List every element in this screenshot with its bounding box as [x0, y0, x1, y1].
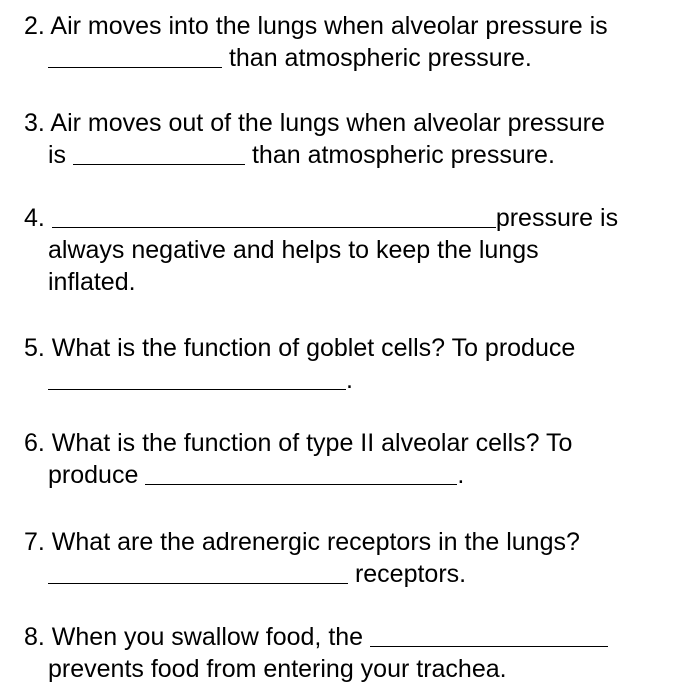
question-6-answer-line	[24, 459, 689, 491]
answer-blank[interactable]	[52, 225, 496, 226]
question-3	[24, 107, 689, 171]
question-5-text: 5. What is the function of goblet cells? To produce	[24, 334, 576, 362]
answer-blank[interactable]	[73, 162, 245, 163]
answer-blank[interactable]	[48, 65, 222, 66]
question-3-answer-line	[24, 139, 689, 171]
question-4-text-line-2: always negative and helps to keep the lungs	[48, 236, 539, 264]
question-8-text-line-2: prevents food from entering your trachea.	[48, 655, 507, 683]
question-2	[24, 10, 689, 74]
question-7-text-end: receptors.	[354, 560, 467, 588]
question-2-text: 2. Air moves into the lungs when alveolar pressure is	[24, 12, 608, 40]
question-6-text: 6. What is the function of type II alveolar cells? To	[24, 429, 573, 457]
question-5-answer-line	[24, 364, 689, 396]
question-4	[24, 202, 689, 298]
answer-blank[interactable]	[370, 644, 608, 645]
question-2-text-end: than atmospheric pressure.	[228, 44, 532, 72]
question-6	[24, 427, 689, 491]
question-3-text: 3. Air moves out of the lungs when alveolar pressure	[24, 109, 605, 137]
question-4-answer-line	[24, 202, 689, 234]
question-8-text-start: 8. When you swallow food, the	[24, 623, 364, 651]
question-4-text-line-3: inflated.	[48, 268, 136, 296]
question-3-text-start: is	[48, 141, 67, 169]
answer-blank[interactable]	[145, 482, 457, 483]
answer-blank[interactable]	[48, 387, 346, 388]
answer-blank[interactable]	[48, 581, 348, 582]
question-8-answer-line	[24, 621, 689, 653]
question-4-text-end: pressure is	[495, 204, 619, 232]
question-7-text: 7. What are the adrenergic receptors in the lungs?	[24, 528, 580, 556]
question-7-answer-line	[24, 558, 689, 590]
question-8	[24, 621, 689, 685]
question-5	[24, 332, 689, 396]
question-4-number: 4.	[24, 204, 45, 232]
question-3-text-end: than atmospheric pressure.	[251, 141, 555, 169]
question-2-answer-line	[24, 42, 689, 74]
question-7	[24, 526, 689, 590]
question-5-text-end: .	[346, 366, 353, 394]
question-6-text-end: .	[457, 461, 465, 489]
question-6-text-start: produce	[48, 461, 139, 489]
